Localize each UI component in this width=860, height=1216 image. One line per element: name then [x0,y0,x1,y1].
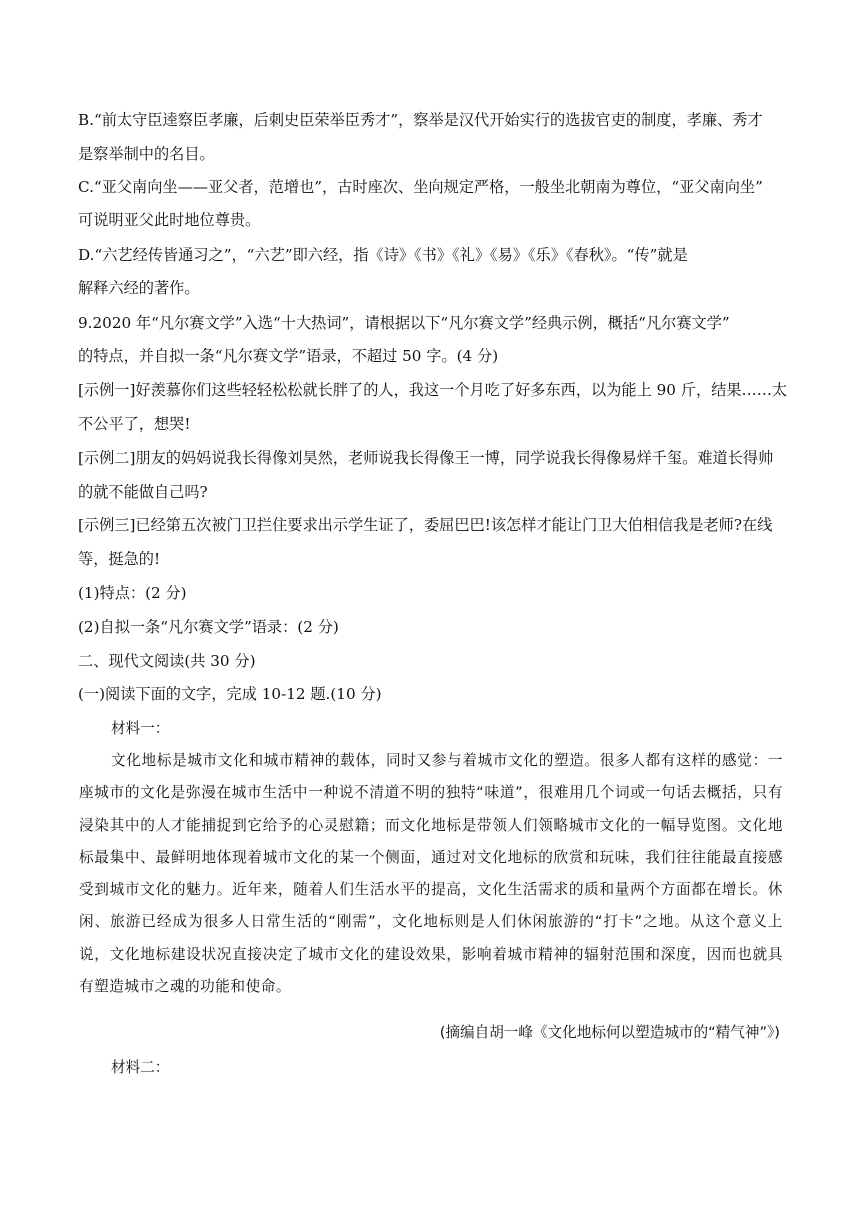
example-2-line-2: 的就不能做自己吗? [78,483,208,501]
example-2-line-1: [示例二]朋友的妈妈说我长得像刘昊然，老师说我长得像王一博，同学说我长得像易烊千玺。难道长得帅 [78,449,774,467]
example-3-line-2: 等，挺急的! [78,550,161,568]
option-c-line-1: C.“亚父南向坐——亚父者，范增也”，古时座次、坐向规定严格，一般坐北朝南为尊位，“亚父南向坐” [78,178,763,196]
question-9-stem-line-1: 9.2020 年“凡尔赛文学”入选“十大热词”，请根据以下“凡尔赛文学”经典示例，概括“凡尔赛文学” [78,314,730,332]
material-2-label: 材料二： [111,1059,170,1076]
option-c-line-2: 可说明亚父此时地位尊贵。 [78,211,261,229]
question-9-stem-line-2: 的特点，并自拟一条“凡尔赛文学”语录，不超过 50 字。(4 分) [78,347,499,365]
material-1-citation: (摘编自胡一峰《文化地标何以塑造城市的“精气神”》) [439,1024,780,1041]
option-d-line-2: 解释六经的著作。 [78,279,200,297]
option-b-line-2: 是察举制中的名目。 [78,145,215,163]
sub-section-heading: (一)阅读下面的文字，完成 10-12 题.(10 分) [78,685,382,703]
material-1-paragraph: 文化地标是城市文化和城市精神的载体，同时又参与着城市文化的塑造。很多人都有这样的感觉：一座城市的文化是弥漫在城市生活中一种说不清道不明的独特“味道”，很难用几个词或一句话去概括，只有浸染其中的人才能捕捉到它给予的心灵慰籍；而文化地标是带领人们领略城市文化的一幅导览图。文化地标最集中、最鲜明地体现着城市文化的某一个侧面，通过对文化地标的欣赏和玩味，我们往往能最直接感受到城市文化的魅力。近年来，随着人们生活水平的提高，文化生活需求的质和量两个方面都在增长。休闲、旅游已经成为很多人日常生活的“刚需”，文化地标则是人们休闲旅游的“打卡”之地。从这个意义上说，文化地标建设状况直接决定了城市文化的建设效果，影响着城市精神的辐射范围和深度，因而也就具有塑造城市之魂的功能和使命。 [79,752,783,996]
sub-question-1: (1)特点：(2 分) [78,584,187,602]
example-1-line-1: [示例一]好羡慕你们这些轻轻松松就长胖了的人，我这一个月吃了好多东西，以为能上 90 斤，结果……太 [78,381,788,399]
material-1-label: 材料一： [111,720,170,737]
option-d-line-1: D.“六艺经传皆通习之”，“六艺”即六经，指《诗》《书》《礼》《易》《乐》《春秋》。“传”就是 [78,246,688,264]
example-1-line-2: 不公平了，想哭! [78,415,191,433]
sub-question-2: (2)自拟一条“凡尔赛文学”语录：(2 分) [78,618,339,636]
section-heading: 二、现代文阅读(共 30 分) [78,652,256,670]
example-3-line-1: [示例三]已经第五次被门卫拦住要求出示学生证了，委屈巴巴!该怎样才能让门卫大伯相信我是老师?在线 [78,516,773,534]
option-b-line-1: B.“前太守臣逵察臣孝廉，后刺史臣荣举臣秀才”，察举是汉代开始实行的选拔官吏的制度，孝廉、秀才 [78,111,763,129]
